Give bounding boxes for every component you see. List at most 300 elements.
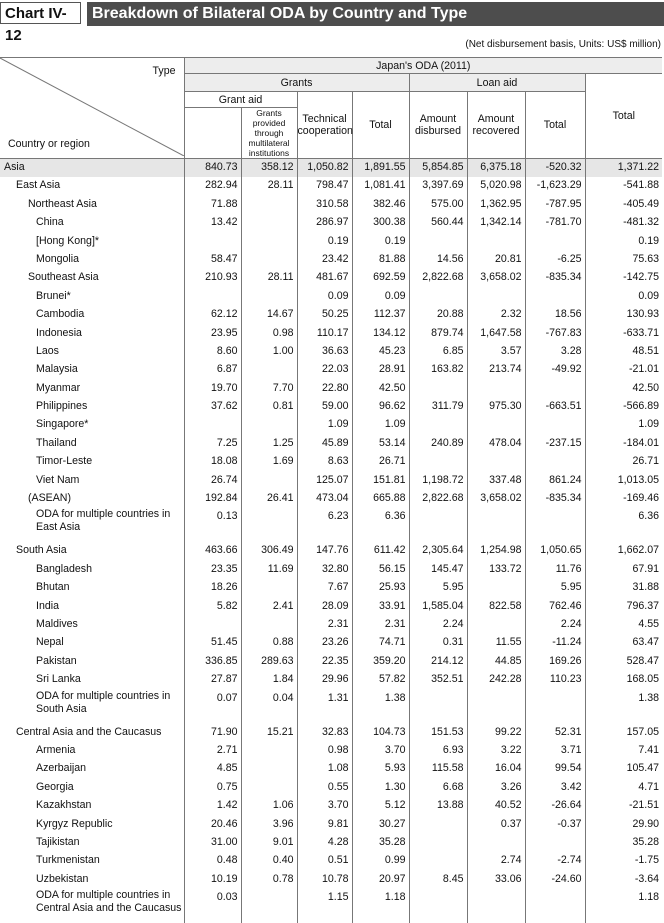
- cell-value: -835.34: [525, 490, 585, 508]
- cell-value: 7.25: [184, 435, 241, 453]
- grants-multilateral-header: Grants provided through multilateral institutions: [241, 108, 297, 159]
- cell-value: [409, 288, 467, 306]
- cell-value: 2.31: [352, 616, 409, 634]
- cell-value: 822.58: [467, 598, 525, 616]
- cell-value: -6.25: [525, 251, 585, 269]
- cell-value: -21.01: [585, 361, 662, 379]
- cell-value: 9.01: [241, 834, 297, 852]
- row-label: Malaysia: [0, 361, 184, 377]
- cell-value: 6.36: [352, 508, 409, 542]
- cell-value: [467, 889, 525, 923]
- cell-value: [467, 416, 525, 434]
- cell-value: 478.04: [467, 435, 525, 453]
- cell-value: 35.28: [352, 834, 409, 852]
- cell-value: [409, 508, 467, 542]
- cell-value: 1,342.14: [467, 214, 525, 232]
- row-label: Singapore*: [0, 416, 184, 432]
- cell-value: 289.63: [241, 653, 297, 671]
- cell-value: 45.23: [352, 343, 409, 361]
- cell-value: 665.88: [352, 490, 409, 508]
- cell-value: 1.84: [241, 671, 297, 689]
- cell-value: 692.59: [352, 269, 409, 287]
- table-row: [0, 671, 662, 689]
- cell-value: 31.00: [184, 834, 241, 852]
- cell-value: 1.09: [352, 416, 409, 434]
- table-row: [0, 634, 662, 652]
- cell-value: 1.18: [585, 889, 662, 923]
- cell-value: 130.93: [585, 306, 662, 324]
- cell-value: 62.12: [184, 306, 241, 324]
- cell-value: [525, 416, 585, 434]
- cell-value: 879.74: [409, 325, 467, 343]
- cell-value: 1,050.82: [297, 159, 352, 178]
- table-row: [0, 453, 662, 471]
- cell-value: 0.99: [352, 852, 409, 870]
- cell-value: 358.12: [241, 159, 297, 178]
- cell-value: [241, 760, 297, 778]
- table-row: [0, 690, 662, 724]
- cell-value: 22.80: [297, 380, 352, 398]
- cell-value: 0.81: [241, 398, 297, 416]
- cell-value: 14.56: [409, 251, 467, 269]
- cell-value: [525, 380, 585, 398]
- table-row: [0, 435, 662, 453]
- cell-value: 1.42: [184, 797, 241, 815]
- cell-value: 210.93: [184, 269, 241, 287]
- cell-value: 1.31: [297, 690, 352, 724]
- cell-value: 8.60: [184, 343, 241, 361]
- cell-value: 214.12: [409, 653, 467, 671]
- cell-value: -3.64: [585, 871, 662, 889]
- grants-total-header: Total: [352, 92, 409, 159]
- row-label: Philippines: [0, 398, 184, 414]
- cell-value: 463.66: [184, 542, 241, 560]
- cell-value: 6,375.18: [467, 159, 525, 178]
- cell-value: 1,081.41: [352, 177, 409, 195]
- cell-value: 3.57: [467, 343, 525, 361]
- cell-value: 3.42: [525, 779, 585, 797]
- row-label: Central Asia and the Caucasus: [0, 724, 184, 740]
- cell-value: 5.95: [525, 579, 585, 597]
- cell-value: 23.42: [297, 251, 352, 269]
- cell-value: 74.71: [352, 634, 409, 652]
- table-row: [0, 380, 662, 398]
- cell-value: 0.19: [585, 233, 662, 251]
- table-row: [0, 797, 662, 815]
- cell-value: -0.37: [525, 816, 585, 834]
- cell-value: 0.51: [297, 852, 352, 870]
- amount-disbursed-header: Amount disbursed: [409, 92, 467, 159]
- cell-value: 71.90: [184, 724, 241, 742]
- cell-value: [241, 251, 297, 269]
- cell-value: 6.93: [409, 742, 467, 760]
- cell-value: [241, 742, 297, 760]
- cell-value: [409, 690, 467, 724]
- table-row: [0, 159, 662, 178]
- cell-value: -11.24: [525, 634, 585, 652]
- cell-value: [467, 453, 525, 471]
- cell-value: [467, 508, 525, 542]
- cell-value: 96.62: [352, 398, 409, 416]
- cell-value: [467, 380, 525, 398]
- cell-value: 6.85: [409, 343, 467, 361]
- cell-value: 611.42: [352, 542, 409, 560]
- cell-value: -663.51: [525, 398, 585, 416]
- cell-value: 1,198.72: [409, 472, 467, 490]
- cell-value: 0.09: [352, 288, 409, 306]
- cell-value: 26.71: [352, 453, 409, 471]
- row-label: Cambodia: [0, 306, 184, 322]
- row-label: Maldives: [0, 616, 184, 632]
- row-label: Bangladesh: [0, 561, 184, 577]
- cell-value: 528.47: [585, 653, 662, 671]
- cell-value: 9.81: [297, 816, 352, 834]
- cell-value: 6.68: [409, 779, 467, 797]
- cell-value: [241, 508, 297, 542]
- table-row: [0, 616, 662, 634]
- cell-value: 560.44: [409, 214, 467, 232]
- cell-value: [409, 852, 467, 870]
- cell-value: [409, 816, 467, 834]
- cell-value: 300.38: [352, 214, 409, 232]
- row-label: Bhutan: [0, 579, 184, 595]
- table-row: [0, 852, 662, 870]
- cell-value: 336.85: [184, 653, 241, 671]
- cell-value: 0.04: [241, 690, 297, 724]
- table-body: [0, 159, 662, 923]
- cell-value: 104.73: [352, 724, 409, 742]
- cell-value: [241, 214, 297, 232]
- cell-value: 29.90: [585, 816, 662, 834]
- cell-value: [241, 889, 297, 923]
- cell-value: 2.71: [184, 742, 241, 760]
- chart-header: [0, 2, 664, 26]
- cell-value: [241, 779, 297, 797]
- cell-value: 1.25: [241, 435, 297, 453]
- cell-value: 151.53: [409, 724, 467, 742]
- cell-value: 31.88: [585, 579, 662, 597]
- cell-value: 63.47: [585, 634, 662, 652]
- cell-value: 1.38: [352, 690, 409, 724]
- table-row: [0, 724, 662, 742]
- cell-value: 23.26: [297, 634, 352, 652]
- cell-value: 840.73: [184, 159, 241, 178]
- cell-value: 1,891.55: [352, 159, 409, 178]
- cell-value: 99.22: [467, 724, 525, 742]
- cell-value: 1,371.22: [585, 159, 662, 178]
- cell-value: -566.89: [585, 398, 662, 416]
- cell-value: -541.88: [585, 177, 662, 195]
- cell-value: [525, 508, 585, 542]
- cell-value: 32.83: [297, 724, 352, 742]
- cell-value: 35.28: [585, 834, 662, 852]
- cell-value: -21.51: [585, 797, 662, 815]
- cell-value: 798.47: [297, 177, 352, 195]
- table-row: [0, 214, 662, 232]
- country-label: Country or region: [8, 138, 90, 150]
- row-label: Brunei*: [0, 288, 184, 304]
- row-label: [Hong Kong]*: [0, 233, 184, 249]
- cell-value: 1,050.65: [525, 542, 585, 560]
- cell-value: 147.76: [297, 542, 352, 560]
- cell-value: 163.82: [409, 361, 467, 379]
- cell-value: 1.69: [241, 453, 297, 471]
- cell-value: 0.48: [184, 852, 241, 870]
- cell-value: 7.70: [241, 380, 297, 398]
- cell-value: -142.75: [585, 269, 662, 287]
- cell-value: 382.46: [352, 196, 409, 214]
- cell-value: 33.91: [352, 598, 409, 616]
- cell-value: 306.49: [241, 542, 297, 560]
- cell-value: [525, 453, 585, 471]
- cell-value: 5.93: [352, 760, 409, 778]
- cell-value: 0.19: [297, 233, 352, 251]
- cell-value: 26.71: [585, 453, 662, 471]
- row-label: Tajikistan: [0, 834, 184, 850]
- cell-value: 133.72: [467, 561, 525, 579]
- cell-value: -49.92: [525, 361, 585, 379]
- cell-value: 3,658.02: [467, 490, 525, 508]
- row-label: Pakistan: [0, 653, 184, 669]
- cell-value: -835.34: [525, 269, 585, 287]
- cell-value: -237.15: [525, 435, 585, 453]
- table-row: [0, 251, 662, 269]
- cell-value: [467, 233, 525, 251]
- oda-table: [0, 57, 662, 923]
- cell-value: -481.32: [585, 214, 662, 232]
- cell-value: 0.07: [184, 690, 241, 724]
- cell-value: 796.37: [585, 598, 662, 616]
- japans-oda-header: Japan's ODA (2011): [184, 58, 662, 74]
- cell-value: 0.13: [184, 508, 241, 542]
- cell-value: 0.37: [467, 816, 525, 834]
- cell-value: 240.89: [409, 435, 467, 453]
- cell-value: [409, 453, 467, 471]
- technical-cooperation-header: Technical cooperation: [297, 92, 352, 159]
- row-label: Uzbekistan: [0, 871, 184, 887]
- cell-value: [409, 834, 467, 852]
- cell-value: 0.09: [585, 288, 662, 306]
- cell-value: [241, 472, 297, 490]
- cell-value: 52.31: [525, 724, 585, 742]
- cell-value: [184, 288, 241, 306]
- cell-value: 2.41: [241, 598, 297, 616]
- cell-value: 1,013.05: [585, 472, 662, 490]
- row-label: Armenia: [0, 742, 184, 758]
- cell-value: 3.96: [241, 816, 297, 834]
- cell-value: 168.05: [585, 671, 662, 689]
- table-row: [0, 343, 662, 361]
- cell-value: 18.26: [184, 579, 241, 597]
- cell-value: 42.50: [585, 380, 662, 398]
- row-label: Turkmenistan: [0, 852, 184, 868]
- cell-value: 481.67: [297, 269, 352, 287]
- cell-value: [241, 579, 297, 597]
- cell-value: 11.69: [241, 561, 297, 579]
- table-row: [0, 760, 662, 778]
- row-label: Georgia: [0, 779, 184, 795]
- row-label: South Asia: [0, 542, 184, 558]
- cell-value: 20.88: [409, 306, 467, 324]
- cell-value: 13.42: [184, 214, 241, 232]
- table-row: [0, 472, 662, 490]
- cell-value: 81.88: [352, 251, 409, 269]
- cell-value: 1.18: [352, 889, 409, 923]
- row-label: (ASEAN): [0, 490, 184, 506]
- table-row: [0, 508, 662, 542]
- cell-value: 2,822.68: [409, 490, 467, 508]
- cell-value: 0.98: [241, 325, 297, 343]
- cell-value: 51.45: [184, 634, 241, 652]
- cell-value: 352.51: [409, 671, 467, 689]
- type-label: Type: [153, 65, 176, 77]
- cell-value: 762.46: [525, 598, 585, 616]
- cell-value: 36.63: [297, 343, 352, 361]
- cell-value: 1,647.58: [467, 325, 525, 343]
- cell-value: 3.70: [352, 742, 409, 760]
- cell-value: 3.28: [525, 343, 585, 361]
- cell-value: 37.62: [184, 398, 241, 416]
- cell-value: 2.31: [297, 616, 352, 634]
- row-label: East Asia: [0, 177, 184, 193]
- cell-value: 19.70: [184, 380, 241, 398]
- cell-value: 1.08: [297, 760, 352, 778]
- table-row: [0, 742, 662, 760]
- cell-value: 45.89: [297, 435, 352, 453]
- cell-value: 337.48: [467, 472, 525, 490]
- cell-value: 48.51: [585, 343, 662, 361]
- row-label: Southeast Asia: [0, 269, 184, 285]
- cell-value: 0.78: [241, 871, 297, 889]
- cell-value: 5,020.98: [467, 177, 525, 195]
- cell-value: 0.19: [352, 233, 409, 251]
- cell-value: 2.74: [467, 852, 525, 870]
- loan-aid-header: Loan aid: [409, 74, 585, 92]
- cell-value: -1.75: [585, 852, 662, 870]
- cell-value: 10.78: [297, 871, 352, 889]
- cell-value: 145.47: [409, 561, 467, 579]
- cell-value: 75.63: [585, 251, 662, 269]
- cell-value: 25.93: [352, 579, 409, 597]
- cell-value: [241, 616, 297, 634]
- header-corner: [0, 58, 184, 159]
- cell-value: [525, 288, 585, 306]
- cell-value: 1,254.98: [467, 542, 525, 560]
- cell-value: 110.17: [297, 325, 352, 343]
- cell-value: -1,623.29: [525, 177, 585, 195]
- cell-value: 18.08: [184, 453, 241, 471]
- cell-value: -24.60: [525, 871, 585, 889]
- cell-value: 242.28: [467, 671, 525, 689]
- cell-value: [525, 233, 585, 251]
- cell-value: [241, 361, 297, 379]
- row-label: Kyrgyz Republic: [0, 816, 184, 832]
- cell-value: 22.03: [297, 361, 352, 379]
- row-label: Azerbaijan: [0, 760, 184, 776]
- cell-value: 20.46: [184, 816, 241, 834]
- cell-value: [241, 196, 297, 214]
- cell-value: 14.67: [241, 306, 297, 324]
- cell-value: 0.75: [184, 779, 241, 797]
- cell-value: 1,585.04: [409, 598, 467, 616]
- cell-value: 3.26: [467, 779, 525, 797]
- table-row: [0, 871, 662, 889]
- table-row: [0, 816, 662, 834]
- cell-value: [525, 834, 585, 852]
- cell-value: 0.88: [241, 634, 297, 652]
- cell-value: 0.40: [241, 852, 297, 870]
- table-row: [0, 288, 662, 306]
- cell-value: 115.58: [409, 760, 467, 778]
- cell-value: 7.67: [297, 579, 352, 597]
- cell-value: 13.88: [409, 797, 467, 815]
- cell-value: 1,662.07: [585, 542, 662, 560]
- cell-value: [409, 889, 467, 923]
- cell-value: 105.47: [585, 760, 662, 778]
- table-row: [0, 542, 662, 560]
- cell-value: 1.09: [297, 416, 352, 434]
- cell-value: 26.41: [241, 490, 297, 508]
- row-label: ODA for multiple countries in Central Asia and the Caucasus: [0, 889, 184, 915]
- cell-value: -405.49: [585, 196, 662, 214]
- table-row: [0, 889, 662, 923]
- cell-value: 1.00: [241, 343, 297, 361]
- cell-value: -767.83: [525, 325, 585, 343]
- cell-value: 5,854.85: [409, 159, 467, 178]
- cell-value: 50.25: [297, 306, 352, 324]
- cell-value: [409, 380, 467, 398]
- cell-value: [525, 690, 585, 724]
- cell-value: -169.46: [585, 490, 662, 508]
- cell-value: 311.79: [409, 398, 467, 416]
- row-label: Sri Lanka: [0, 671, 184, 687]
- cell-value: 5.95: [409, 579, 467, 597]
- cell-value: 0.03: [184, 889, 241, 923]
- table-row: [0, 779, 662, 797]
- row-label: Kazakhstan: [0, 797, 184, 813]
- table-row: [0, 196, 662, 214]
- cell-value: 33.06: [467, 871, 525, 889]
- cell-value: 28.11: [241, 177, 297, 195]
- cell-value: 4.28: [297, 834, 352, 852]
- row-label: Timor-Leste: [0, 453, 184, 469]
- cell-value: 112.37: [352, 306, 409, 324]
- cell-value: 71.88: [184, 196, 241, 214]
- table-row: [0, 598, 662, 616]
- cell-value: 30.27: [352, 816, 409, 834]
- cell-value: 6.36: [585, 508, 662, 542]
- row-label: Nepal: [0, 634, 184, 650]
- table-row: [0, 653, 662, 671]
- cell-value: -787.95: [525, 196, 585, 214]
- cell-value: 28.09: [297, 598, 352, 616]
- cell-value: 56.15: [352, 561, 409, 579]
- cell-value: 26.74: [184, 472, 241, 490]
- cell-value: 16.04: [467, 760, 525, 778]
- cell-value: 1.15: [297, 889, 352, 923]
- cell-value: [184, 233, 241, 251]
- cell-value: [184, 616, 241, 634]
- cell-value: 11.55: [467, 634, 525, 652]
- cell-value: 1.30: [352, 779, 409, 797]
- row-label: ODA for multiple countries in East Asia: [0, 508, 184, 534]
- cell-value: 42.50: [352, 380, 409, 398]
- table-row: [0, 561, 662, 579]
- table-row: [0, 398, 662, 416]
- cell-value: 2.32: [467, 306, 525, 324]
- cell-value: 40.52: [467, 797, 525, 815]
- total-header: Total: [585, 74, 662, 159]
